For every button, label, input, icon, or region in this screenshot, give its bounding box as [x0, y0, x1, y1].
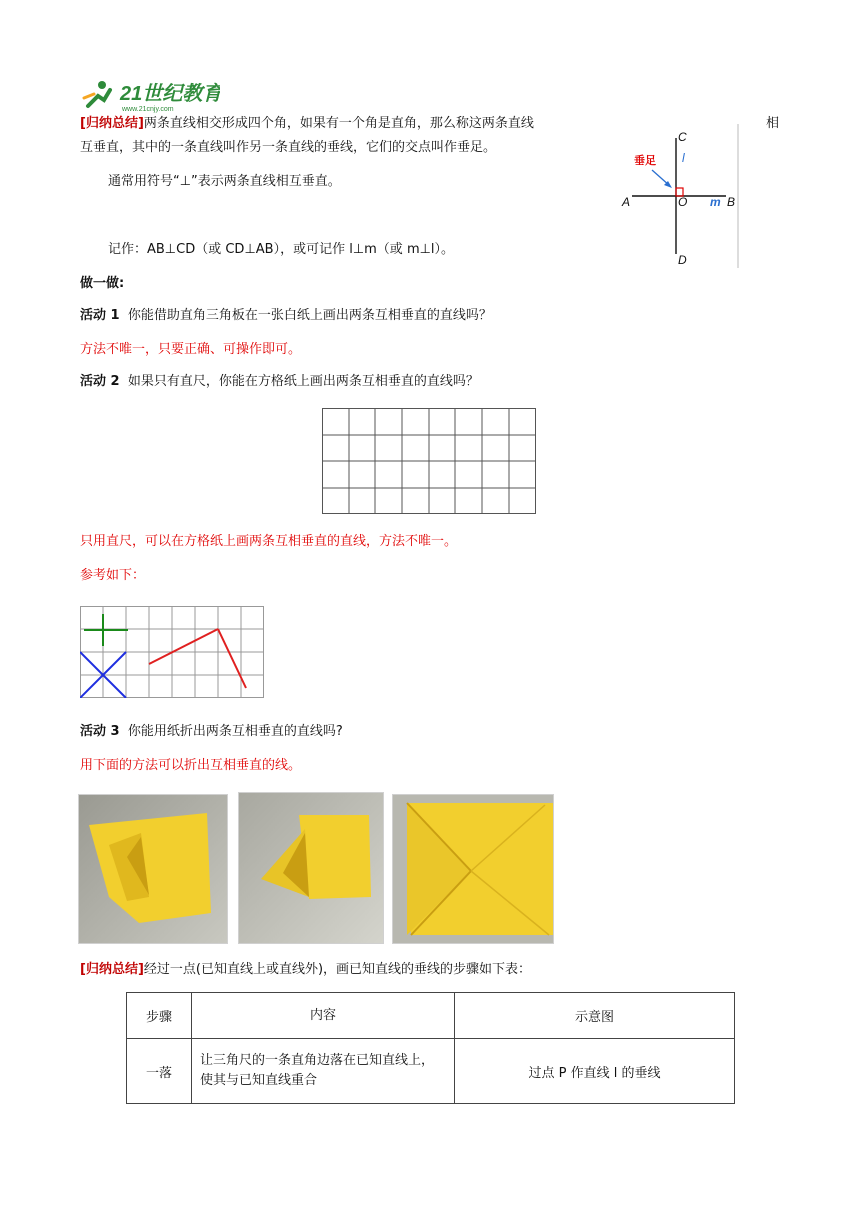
foot-label: 垂足 — [634, 154, 656, 167]
activity-2-question: 如果只有直尺，你能在方格纸上画出两条互相垂直的直线吗？ — [127, 374, 479, 389]
activity-1-label: 活动 1 — [80, 308, 120, 323]
activity-1-question: 你能借助直角三角板在一张白纸上画出两条互相垂直的直线吗？ — [127, 308, 492, 323]
perpendicular-figure — [612, 124, 744, 270]
summary-2-text: 经过一点(已知直线上或直线外)，画已知直线的垂线的步骤如下表： — [143, 962, 532, 977]
row-step: 一落 — [127, 1039, 192, 1104]
summary-2-tag: [归纳总结] — [80, 962, 144, 977]
green-perpendicular — [84, 614, 128, 646]
activity-2-answer: 只用直尺，可以在方格纸上画两条互相垂直的直线，方法不唯一。 — [80, 534, 458, 549]
logo-subtext: www.21cnjy.com — [122, 106, 174, 113]
summary-tag: [归纳总结] — [80, 116, 144, 131]
label-m: m — [710, 195, 721, 209]
runner-logo-icon — [80, 78, 220, 114]
activity-2-label: 活动 2 — [80, 374, 120, 389]
summary-line-1-end: 相 — [766, 116, 780, 131]
notation-text: 通常用符号“⊥”表示两条直线相互垂直。 — [108, 174, 341, 189]
table-row — [127, 1039, 735, 1104]
steps-table — [126, 992, 735, 1104]
row-content: 让三角尺的一条直角边落在已知直线上，使其与已知直线重合 — [192, 1039, 455, 1104]
label-o: O — [678, 195, 688, 209]
do-it-heading: 做一做: — [80, 276, 125, 291]
grid-paper — [322, 408, 536, 514]
label-d: D — [678, 253, 687, 267]
summary-line-1 — [80, 114, 534, 134]
logo — [80, 78, 220, 114]
activity-3-label: 活动 3 — [80, 724, 120, 739]
label-b: B — [727, 195, 736, 209]
row-diagram: 过点 P 作直线 l 的垂线 — [455, 1039, 735, 1104]
fold-photo-2 — [238, 792, 384, 944]
header-step: 步骤 — [127, 993, 192, 1039]
fold-photo-3 — [392, 794, 554, 944]
red-perpendicular — [149, 629, 246, 688]
activity-3 — [80, 722, 343, 742]
summary-2 — [80, 960, 531, 980]
header-content: 内容 — [192, 993, 455, 1039]
table-header-row — [127, 993, 735, 1039]
activity-2-reference: 参考如下： — [80, 568, 146, 583]
record-text: 记作：AB⊥CD（或 CD⊥AB），或可记作 l⊥m（或 m⊥l）。 — [108, 242, 455, 257]
summary-text-1: 两条直线相交形成四个角，如果有一个角是直角，那么称这两条直线 — [143, 116, 534, 131]
label-a: A — [622, 195, 631, 209]
activity-1-answer: 方法不唯一，只要正确、可操作即可。 — [80, 342, 302, 357]
header-diagram: 示意图 — [455, 993, 735, 1039]
logo-text: 21世纪教育 — [120, 83, 220, 105]
activity-3-answer: 用下面的方法可以折出互相垂直的线。 — [80, 758, 302, 773]
activity-3-question: 你能用纸折出两条互相垂直的直线吗? — [127, 724, 343, 739]
fold-photo-1 — [78, 794, 228, 944]
label-c: C — [678, 130, 687, 144]
activity-1 — [80, 306, 492, 326]
summary-text-2: 互垂直，其中的一条直线叫作另一条直线的垂线，它们的交点叫作垂足。 — [80, 140, 497, 155]
activity-2 — [80, 372, 479, 392]
label-l: l — [682, 151, 685, 165]
reference-grid — [80, 606, 264, 698]
